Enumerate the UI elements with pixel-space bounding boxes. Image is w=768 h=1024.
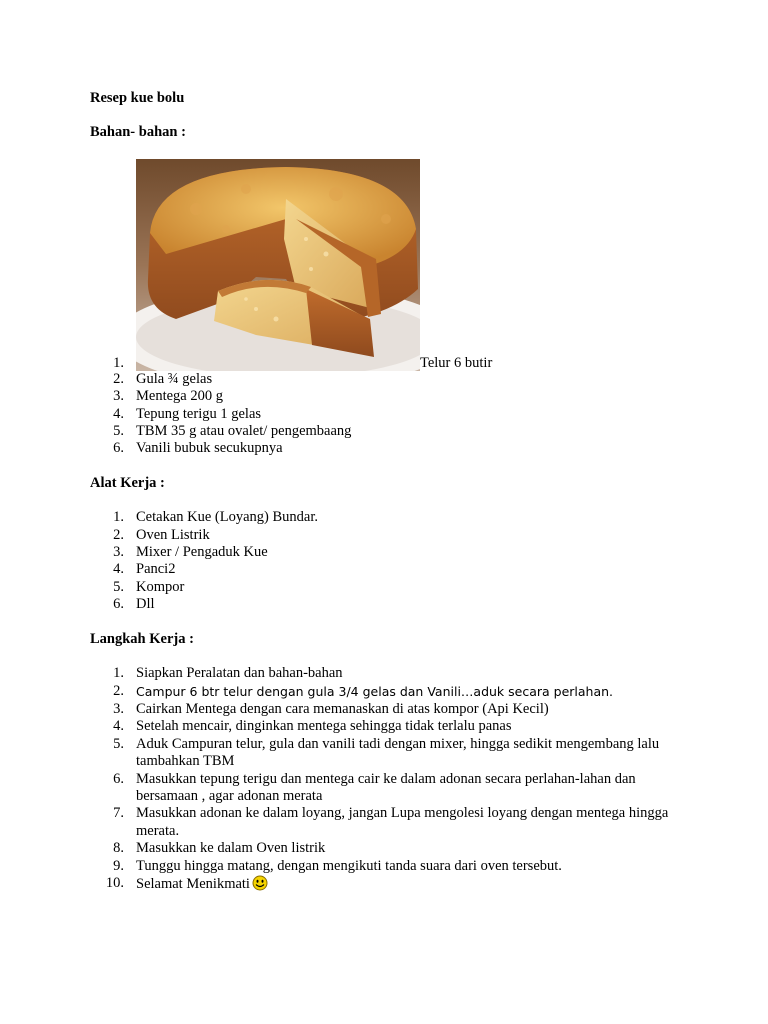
list-item (90, 388, 690, 405)
list-number: 8. (113, 840, 124, 857)
list-number: 1. (113, 509, 124, 526)
list-item (90, 579, 690, 596)
ingredients-ordered-list (90, 371, 690, 458)
list-number: 1. (113, 665, 124, 682)
list-number: 3. (113, 388, 124, 405)
list-item (90, 509, 690, 526)
list-item (90, 718, 690, 735)
list-number: 7. (113, 805, 124, 822)
list-number: 3. (113, 544, 124, 561)
list-item (90, 858, 690, 875)
list-number: 2. (113, 370, 124, 387)
list-item-text: Setelah mencair, dinginkan mentega sehingga tidak terlalu panas (136, 718, 512, 735)
list-number: 6. (113, 596, 124, 613)
ingredients-list (90, 159, 690, 458)
list-item-text: Masukkan adonan ke dalam loyang, jangan Lupa mengolesi loyang dengan mentega hingga merata. (136, 805, 669, 839)
list-item-text: Mixer / Pengaduk Kue (136, 544, 268, 561)
list-item-text: TBM 35 g atau ovalet/ pengembaang (136, 423, 352, 440)
list-item-text: Tepung terigu 1 gelas (136, 405, 262, 422)
list-number: 4. (113, 561, 124, 578)
list-item (90, 440, 690, 457)
list-item-text: Kompor (136, 578, 185, 595)
list-item-text: Selamat Menikmati (136, 875, 250, 892)
list-number: 5. (113, 578, 124, 595)
list-item-text: Cetakan Kue (Loyang) Bundar. (136, 509, 319, 526)
steps-list (90, 665, 690, 893)
document-page (90, 90, 690, 910)
list-number: 9. (113, 857, 124, 874)
list-item (90, 159, 690, 371)
list-item-text: Gula ¾ gelas (136, 370, 213, 387)
tools-list (90, 509, 690, 613)
ingredients-heading: Bahan- bahan : (90, 124, 186, 141)
list-item-text: Mentega 200 g (136, 388, 223, 405)
list-item (90, 544, 690, 561)
list-item (90, 423, 690, 440)
recipe-title: Resep kue bolu (90, 90, 185, 106)
list-item (90, 406, 690, 423)
list-item (90, 596, 690, 613)
ingredient-text: Telur 6 butir (420, 354, 493, 371)
steps-ordered-list (90, 665, 690, 893)
list-item-text: Siapkan Peralatan dan bahan-bahan (136, 665, 343, 682)
list-number: 6. (113, 440, 124, 457)
sponge-cake-photo (136, 159, 420, 371)
list-number: 5. (113, 423, 124, 440)
list-item (90, 805, 690, 840)
list-item (90, 561, 690, 578)
list-number: 2. (113, 682, 124, 699)
list-item (90, 875, 690, 893)
list-item (90, 701, 690, 718)
smiley-emoticon-icon (252, 875, 268, 891)
list-item-text: Masukkan tepung terigu dan mentega cair ke dalam adonan secara perlahan-lahan dan bersamaan , agar adonan merata (136, 770, 636, 804)
list-item-text: Masukkan ke dalam Oven listrik (136, 840, 326, 857)
list-item-text: Vanili bubuk secukupnya (136, 440, 283, 457)
list-item (90, 736, 690, 771)
list-item-text: Aduk Campuran telur, gula dan vanili tadi dengan mixer, hingga sedikit mengembang lalu tambahkan TBM (136, 735, 660, 770)
list-item-text: Oven Listrik (136, 526, 210, 543)
tools-ordered-list (90, 509, 690, 613)
list-number: 6. (113, 770, 124, 787)
tools-heading: Alat Kerja : (90, 474, 165, 491)
list-item (90, 371, 690, 388)
list-item (90, 840, 690, 857)
list-number: 4. (113, 405, 124, 422)
list-item-text: Cairkan Mentega dengan cara memanaskan di atas kompor (Api Kecil) (136, 700, 549, 717)
list-number: 1. (113, 354, 124, 371)
list-number: 3. (113, 700, 124, 717)
list-item-text: Dll (136, 596, 155, 613)
list-item (90, 771, 690, 806)
list-item-text: Panci2 (136, 561, 176, 578)
list-number: 10. (105, 874, 124, 891)
list-number: 5. (113, 735, 124, 752)
list-item (90, 665, 690, 682)
steps-heading: Langkah Kerja : (90, 630, 194, 647)
list-item (90, 683, 690, 701)
list-item-text: Campur 6 btr telur dengan gula 3/4 gelas dan Vanili…aduk secara perlahan. (136, 683, 614, 699)
list-number: 4. (113, 718, 124, 735)
list-item-text: Tunggu hingga matang, dengan mengikuti tanda suara dari oven tersebut. (136, 857, 562, 874)
list-number: 2. (113, 526, 124, 543)
list-item (90, 527, 690, 544)
